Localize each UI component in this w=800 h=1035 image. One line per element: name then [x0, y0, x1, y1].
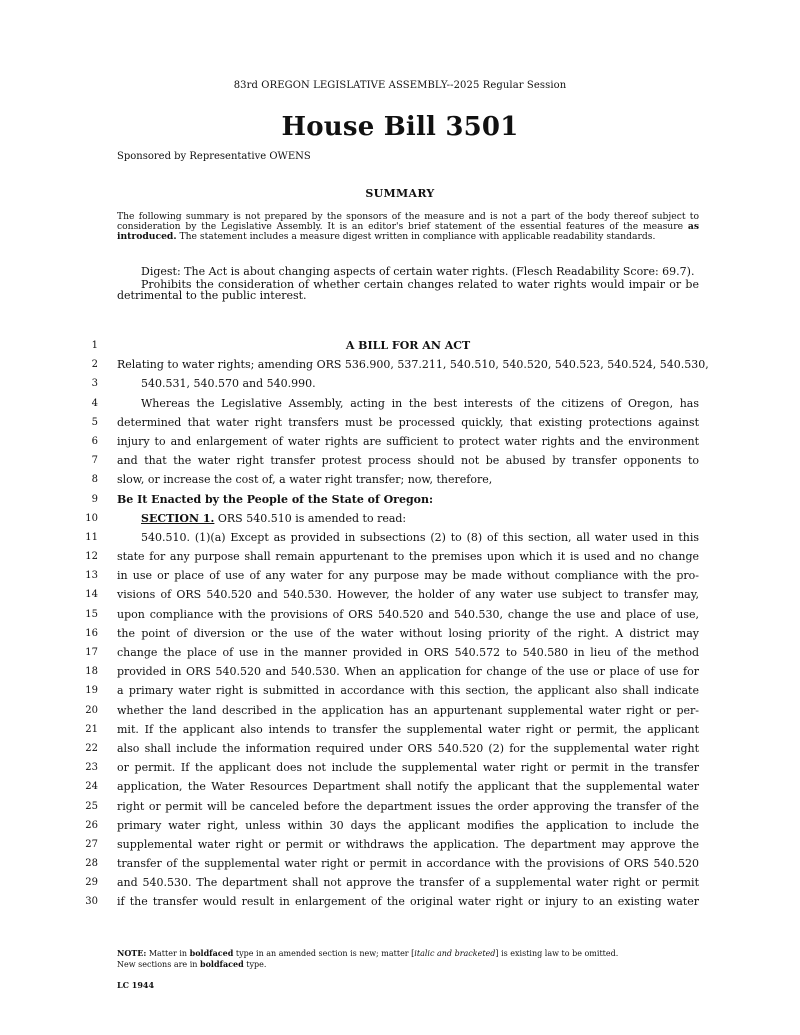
digest-description: Prohibits the consideration of whether certain changes related to water rights would impair or be detrimental to the public interest.: [117, 278, 699, 302]
bill-line: [0, 374, 800, 393]
bill-line: [0, 816, 800, 835]
line-text: determined that water right transfers must be processed quickly, that existing protections against: [117, 415, 699, 429]
note-text: New sections are in: [117, 960, 198, 969]
line-number: 24: [85, 781, 98, 793]
section-1-intro: [141, 509, 699, 528]
note-line-2: [117, 959, 717, 970]
summary-intro: [117, 212, 699, 242]
note-text: type.: [246, 960, 267, 969]
bill-act-heading: A BILL FOR AN ACT: [345, 339, 471, 352]
line-number: 3: [91, 378, 98, 390]
line-number: 26: [85, 819, 98, 831]
note-label: NOTE:: [117, 948, 147, 958]
bill-line: [0, 892, 800, 911]
line-number: 18: [85, 666, 98, 678]
line-text: a primary water right is submitted in accordance with this section, the applicant also shall indicate: [117, 684, 699, 698]
bill-line: [0, 355, 800, 374]
line-number: 19: [85, 685, 98, 697]
line-text: or permit. If the applicant does not include the supplemental water right or permit in the transfer: [117, 761, 699, 775]
bill-line: [0, 528, 800, 547]
bill-line: [0, 432, 800, 451]
bill-line: [0, 681, 800, 700]
bill-line: [0, 547, 800, 566]
line-text: upon compliance with the provisions of ORS 540.520 and 540.530, change the use and place of use,: [117, 607, 699, 621]
line-text: and that the water right transfer protest process should not be abused by transfer opponents to: [117, 454, 699, 468]
bill-line: [0, 643, 800, 662]
bill-line: [0, 720, 800, 739]
line-text: if the transfer would result in enlargement of the original water right or injury to an existing water: [117, 895, 699, 909]
line-number: 14: [85, 589, 98, 601]
lc-number: LC 1944: [117, 980, 155, 990]
footer-note: [117, 948, 717, 970]
bill-line: [0, 662, 800, 681]
line-text: visions of ORS 540.520 and 540.530. However, the holder of any water use subject to transfer may,: [117, 588, 699, 602]
line-text: the point of diversion or the use of the water without losing priority of the right. A district may: [117, 626, 699, 640]
line-text: 540.531, 540.570 and 540.990.: [141, 377, 316, 391]
bill-line: [0, 854, 800, 873]
section-1-label: SECTION 1.: [141, 511, 215, 525]
bill-line: [0, 758, 800, 777]
line-number: 10: [85, 512, 98, 524]
bill-line: [0, 777, 800, 796]
line-number: 27: [85, 838, 98, 850]
line-number: 17: [85, 647, 98, 658]
line-number: 22: [85, 742, 98, 754]
note-text: ] is existing law to be omitted.: [495, 949, 619, 958]
line-text: ORS 540.510 is amended to read:: [217, 511, 407, 525]
summary-intro-bold: as introduced.: [117, 221, 700, 242]
line-number: 5: [91, 416, 98, 428]
line-number: 1: [91, 340, 98, 351]
line-number: 2: [91, 359, 98, 371]
bill-line: [0, 835, 800, 854]
line-text: change the place of use in the manner provided in ORS 540.572 to 540.580 in lieu of the method: [117, 646, 699, 659]
line-number: 11: [85, 531, 98, 543]
bill-line: [0, 739, 800, 758]
line-number: 28: [85, 858, 98, 870]
bill-line: [0, 451, 800, 470]
bill-line: [0, 413, 800, 432]
line-text: primary water right, unless within 30 days the applicant modifies the application to include the: [117, 818, 699, 832]
sponsor-line: Sponsored by Representative OWENS: [117, 151, 311, 162]
line-text: and 540.530. The department shall not approve the transfer of a supplemental water right or permit: [117, 876, 699, 890]
line-number: 29: [85, 877, 98, 889]
bill-line: [0, 701, 800, 720]
note-text: type in an amended section is new; matter [: [235, 949, 415, 958]
line-text: provided in ORS 540.520 and 540.530. When an application for change of the use or place of use for: [117, 665, 699, 679]
line-number: 9: [91, 493, 98, 505]
line-text: mit. If the applicant also intends to transfer the supplemental water right or permit, the applicant: [117, 722, 699, 736]
line-number: 4: [91, 397, 98, 409]
line-number: 23: [85, 762, 98, 774]
line-number: 12: [85, 551, 98, 563]
summary-digest-block: [117, 266, 699, 301]
note-italic: italic and bracketed: [414, 949, 496, 958]
note-bold: boldfaced: [199, 959, 244, 969]
line-text: injury to and enlargement of water rights are sufficient to protect water rights and the environment: [117, 434, 699, 448]
enacting-clause: Be It Enacted by the People of the State of Oregon:: [117, 492, 434, 506]
line-text: slow, or increase the cost of, a water right transfer; now, therefore,: [117, 473, 493, 487]
line-text: Whereas the Legislative Assembly, acting in the best interests of the citizens of Oregon, has: [141, 396, 699, 410]
line-text: also shall include the information required under ORS 540.520 (2) for the supplemental water right: [117, 741, 699, 755]
bill-body: [0, 336, 800, 912]
note-line-1: [117, 948, 717, 959]
line-text: supplemental water right or permit or withdraws the application. The department may approve the: [117, 837, 699, 851]
bill-line: [0, 624, 800, 643]
summary-intro-tail: The statement includes a measure digest written in compliance with applicable readability standards.: [179, 231, 656, 242]
line-text: in use or place of use of any water for any purpose may be made without compliance with the pro-: [117, 569, 699, 583]
bill-line: [0, 585, 800, 604]
bill-line: [0, 509, 800, 528]
line-number: 6: [91, 435, 98, 447]
line-number: 16: [85, 627, 98, 639]
line-number: 7: [91, 455, 98, 467]
note-text: Matter in: [148, 949, 188, 958]
line-number: 8: [91, 474, 98, 486]
bill-line: [0, 566, 800, 585]
line-text: state for any purpose shall remain appurtenant to the premises upon which it is used and no change: [117, 550, 699, 564]
line-number: 13: [85, 570, 98, 582]
bill-line: [0, 873, 800, 892]
bill-line: [0, 394, 800, 413]
line-text: Relating to water rights; amending ORS 536.900, 537.211, 540.510, 540.520, 540.523, 540.524, 540.530,: [117, 358, 709, 372]
bill-line: [0, 797, 800, 816]
line-number: 20: [85, 704, 98, 716]
line-number: 21: [85, 723, 98, 735]
line-text: whether the land described in the application has an appurtenant supplemental water right or per-: [117, 703, 699, 717]
bill-line: [0, 490, 800, 509]
line-number: 30: [85, 896, 98, 908]
digest-text: Digest: The Act is about changing aspects of certain water rights. (Flesch Readability Score: 69.7).: [141, 265, 695, 278]
note-bold: boldfaced: [189, 948, 234, 958]
line-text: application, the Water Resources Department shall notify the applicant that the supplemental water: [117, 780, 699, 794]
bill-line: [0, 470, 800, 489]
bill-line: [0, 605, 800, 624]
bill-title: House Bill 3501: [281, 112, 519, 142]
session-header: 83rd OREGON LEGISLATIVE ASSEMBLY--2025 Regular Session: [233, 80, 567, 91]
line-text: 540.510. (1)(a) Except as provided in subsections (2) to (8) of this section, all water used in this: [141, 530, 699, 544]
line-number: 15: [85, 608, 98, 620]
summary-intro-text: The following summary is not prepared by the sponsors of the measure and is not a part of the body thereof subject to consideration by the Legislative Assembly. It is an editor's brief statement of the essential features of the measure: [117, 211, 699, 232]
summary-heading: SUMMARY: [365, 187, 435, 200]
line-text: transfer of the supplemental water right or permit in accordance with the provisions of ORS 540.520: [117, 857, 699, 871]
line-text: right or permit will be canceled before the department issues the order approving the transfer of the: [117, 799, 699, 813]
bill-line: [0, 336, 800, 355]
line-number: 25: [85, 800, 98, 812]
